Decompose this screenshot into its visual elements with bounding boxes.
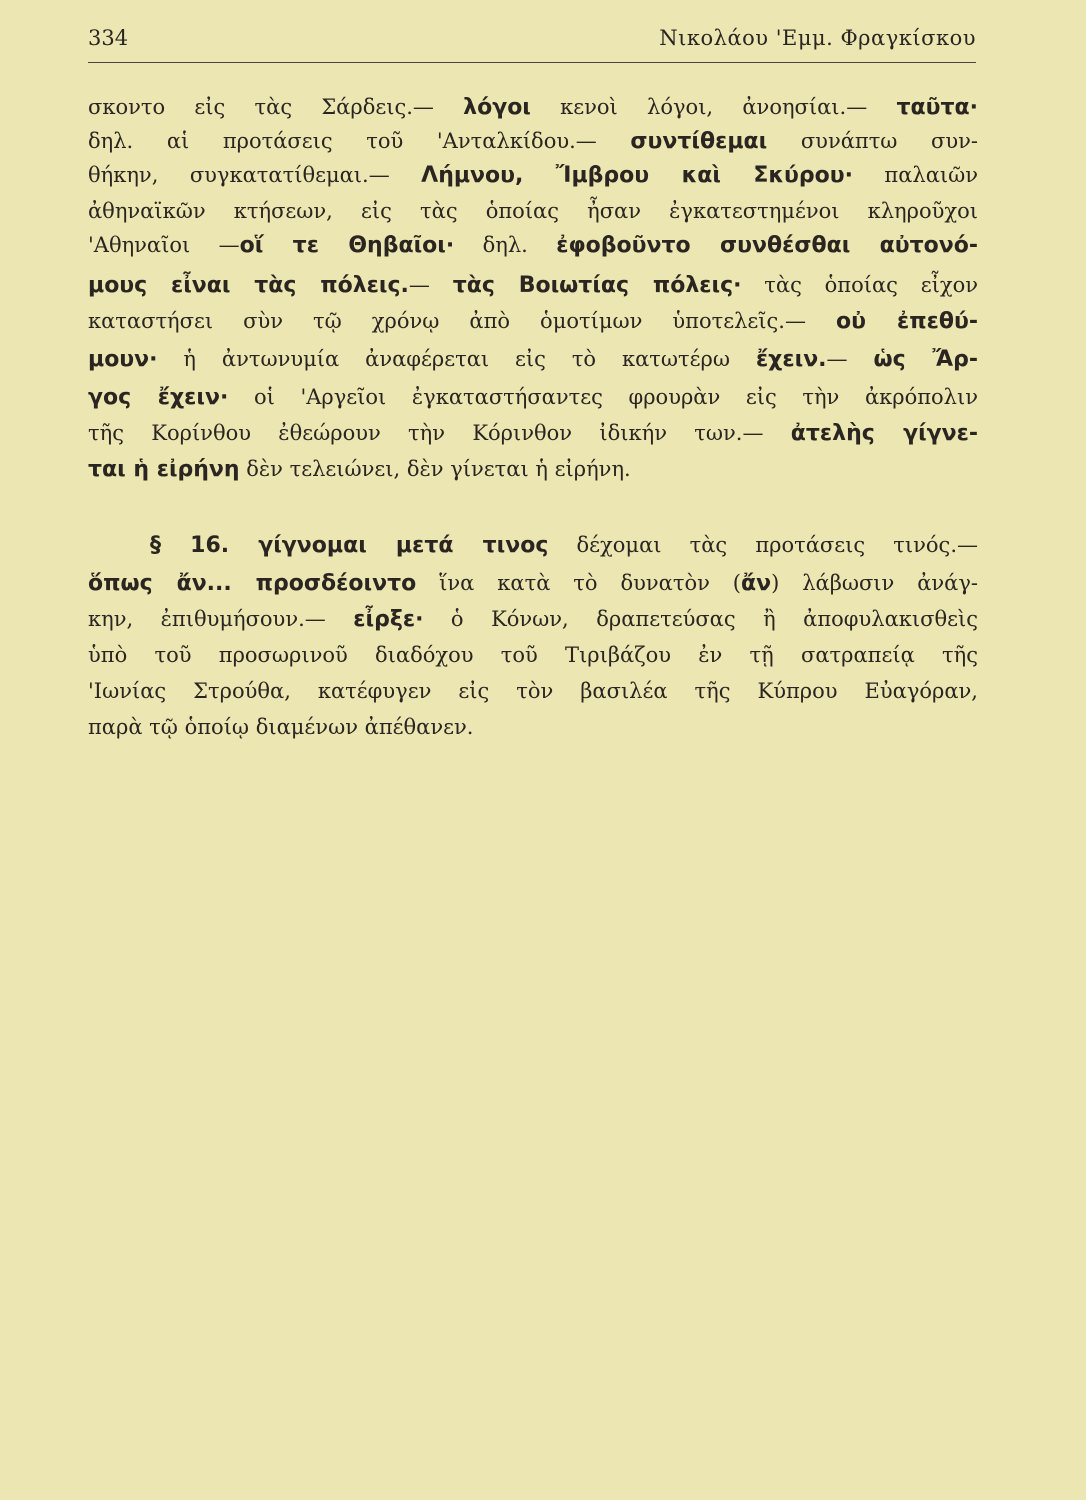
text-run: δηλ. αἱ προτάσεις τοῦ 'Ανταλκίδου.— [88,129,631,153]
text-run: — [826,347,874,371]
text-run: ἀθηναϊκῶν κτήσεων, εἰς τὰς ὁποίας ἦσαν ἐγκατεστημένοι κληροῦχοι [88,199,978,223]
text-run: θήκην, συγκατατίθεμαι.— [88,163,422,187]
text-run: 'Ιωνίας Στρούθα, κατέφυγεν εἰς τὸν βασιλέα τῆς Κύπρου Εὐαγόραν, [88,679,978,703]
bold-term: ὅπως ἄν... προσδέοιντο [88,571,417,596]
bold-term: ται ἡ εἰρήνη [88,457,240,482]
bold-term: οὐ ἐπεθύ- [836,309,978,334]
bold-term: οἵ τε Θηβαῖοι· [239,233,455,258]
bold-term: ἐφοβοῦντο συνθέσθαι αὐτονό- [556,233,979,258]
text-run: παλαιῶν [852,163,978,187]
bold-term: τὰς Βοιωτίας πόλεις· [452,273,742,298]
bold-term: συντίθεμαι [630,129,768,154]
text-run: τὰς ὁποίας εἶχον [741,273,978,297]
bold-term: μουν· [88,347,158,372]
bold-term: ἄν [740,571,772,596]
text-run: οἱ 'Αργεῖοι ἐγκαταστήσαντες φρουρὰν εἰς τὴν ἀκρόπολιν [228,385,978,409]
text-line [88,568,978,599]
text-run: τῆς Κορίνθου ἐθεώρουν τὴν Κόρινθον ἰδικήν των.— [88,421,791,445]
page-number: 334 [88,26,129,50]
text-line [88,640,978,670]
text-line [88,604,978,635]
text-run: καταστήσει σὺν τῷ χρόνῳ ἀπὸ ὁμοτίμων ὑποτελεῖς.— [88,309,837,333]
bold-term: ἀτελὴς γίγνε- [790,421,978,446]
text-line [88,712,978,742]
text-run: ὁ Κόνων, δραπετεύσας ἢ ἀποφυλακισθεὶς [423,607,978,631]
text-run: σκοντο εἰς τὰς Σάρδεις.— [88,95,464,119]
text-run: ) λάβωσιν ἀνάγ- [771,571,978,595]
page-header [88,22,976,63]
text-line [88,92,978,123]
bold-term: § 16. γίγνομαι μετά τινος [150,533,549,558]
text-line [88,676,978,706]
text-run: 'Αθηναῖοι — [88,233,240,257]
bold-term: ταῦτα· [896,95,978,120]
bold-term: μους εἶναι τὰς πόλεις. [88,273,409,298]
text-line [88,160,978,191]
text-run: παρὰ τῷ ὁποίῳ διαμένων ἀπέθανεν. [88,715,474,739]
text-run: δηλ. [454,233,557,257]
text-line [88,344,978,375]
bold-term: εἶρξε· [353,607,424,632]
text-line [88,270,978,301]
text-run: δέχομαι τὰς προτάσεις τινός.— [548,533,978,557]
text-line [150,530,978,561]
text-run: — [408,273,453,297]
text-line [88,196,978,226]
bold-term: γος ἔχειν· [88,385,229,410]
bold-term: Λήμνου, Ἴμβρου καὶ Σκύρου· [421,163,853,188]
text-run: κην, ἐπιθυμήσουν.— [88,607,354,631]
text-line [88,454,978,485]
text-run: δὲν τελειώνει, δὲν γίνεται ἡ εἰρήνη. [239,457,631,481]
text-line [88,418,978,449]
running-title: Νικολάου 'Εμμ. Φραγκίσκου [659,26,976,50]
text-line [88,230,978,261]
text-line [88,382,978,413]
text-line [88,126,978,157]
text-line [88,306,978,337]
text-run: κενοὶ λόγοι, ἀνοησίαι.— [530,95,897,119]
text-run: ἡ ἀντωνυμία ἀναφέρεται εἰς τὸ κατωτέρω [157,347,756,371]
text-run: ἵνα κατὰ τὸ δυνατὸν ( [416,571,741,595]
text-run: ὑπὸ τοῦ προσωρινοῦ διαδόχου τοῦ Τιριβάζου ἐν τῇ σατραπείᾳ τῆς [88,643,978,667]
bold-term: λόγοι [463,95,531,120]
bold-term: ἔχειν. [755,347,827,372]
text-run: συνάπτω συν- [767,129,979,153]
bold-term: ὡς Ἄρ- [873,347,978,372]
